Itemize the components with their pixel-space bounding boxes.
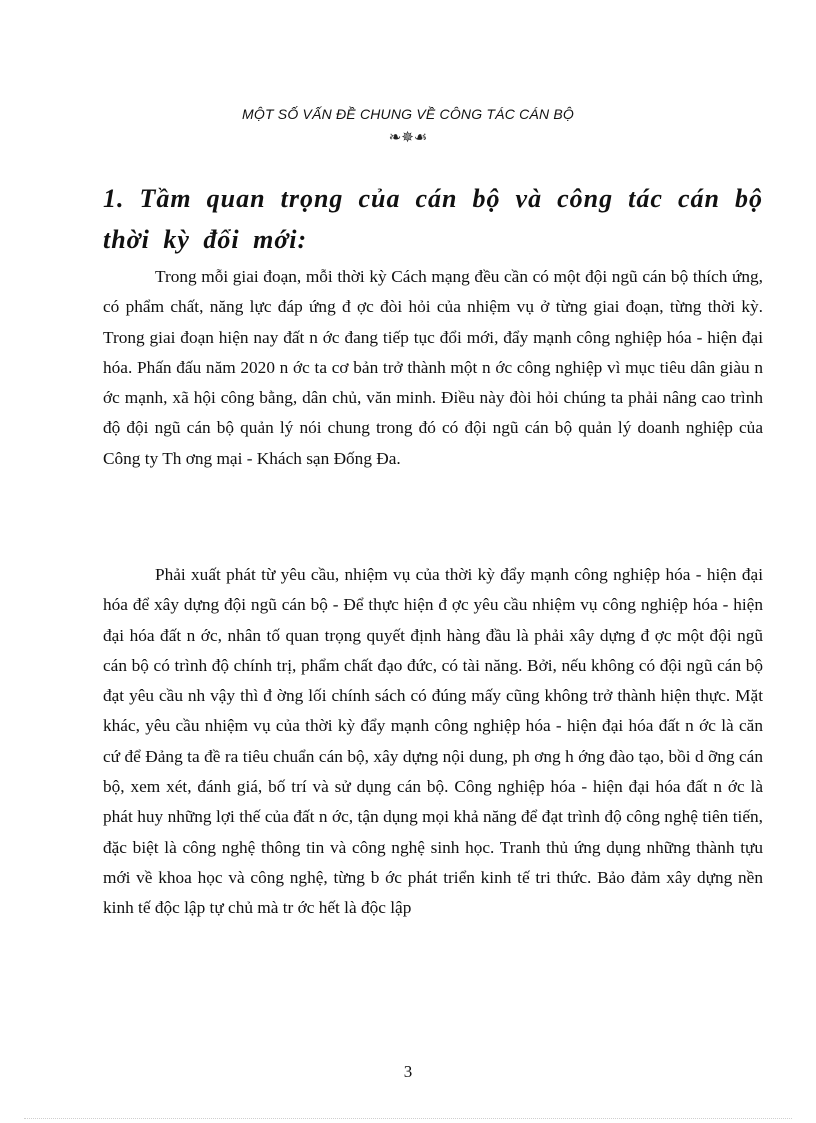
body-paragraph-1 (103, 262, 763, 474)
body-paragraph-2 (103, 560, 763, 924)
footer-divider (24, 1118, 792, 1119)
chapter-title: MỘT SỐ VẤN ĐỀ CHUNG VỀ CÔNG TÁC CÁN BỘ (242, 106, 574, 122)
paragraph-text: Phải xuất phát từ yêu cầu, nhiệm vụ của thời kỳ đẩy mạnh công nghiệp hóa - hiện đại hóa để xây dựng đội ngũ cán bộ - Để thực hiện đ ợc yêu cầu nhiệm vụ công nghiệp hóa - hiện đại hóa đất n ớc, nhân tố quan trọng quyết định hàng đầu là phải xây dựng đ ợc một đội ngũ cán bộ có trình độ chính trị, phẩm chất đạo đức, có tài năng. Bởi, nếu không có đội ngũ cán bộ đạt yêu cầu nh vậy thì đ ờng lối chính sách có đúng mấy cũng không trở thành hiện thực. Mặt khác, yêu cầu nhiệm vụ của thời kỳ đẩy mạnh công nghiệp hóa - hiện đại hóa đất n ớc là căn cứ để Đảng ta đề ra tiêu chuẩn cán bộ, xây dựng nội dung, ph ơng h ớng đào tạo, bồi d ỡng cán bộ, xem xét, đánh giá, bố trí và sử dụng cán bộ. Công nghiệp hóa - hiện đại hóa đất n ớc là phát huy những lợi thế của đất n ớc, tận dụng mọi khả năng để đạt trình độ công nghệ tiên tiến, đặc biệt là công nghệ thông tin và công nghệ sinh học. Tranh thủ ứng dụng những thành tựu mới về khoa học và công nghệ, từng b ớc phát triển kinh tế tri thức. Bảo đảm xây dựng nền kinh tế độc lập tự chủ mà tr ớc hết là độc lập (103, 565, 763, 918)
page-number: 3 (403, 1062, 413, 1081)
section-heading: 1. Tầm quan trọng của cán bộ và công tác cán bộ thời kỳ đổi mới: (103, 184, 763, 254)
paragraph-text: Trong mỗi giai đoạn, mỗi thời kỳ Cách mạng đều cần có một đội ngũ cán bộ thích ứng, có phẩm chất, năng lực đáp ứng đ ợc đòi hỏi của nhiệm vụ ở từng giai đoạn, từng thời kỳ. Trong giai đoạn hiện nay đất n ớc đang tiếp tục đổi mới, đẩy mạnh công nghiệp hóa - hiện đại hóa. Phấn đấu năm 2020 n ớc ta cơ bản trở thành một n ớc công nghiệp vì mục tiêu dân giàu n ớc mạnh, xã hội công bằng, dân chủ, văn minh. Điều này đòi hỏi chúng ta phải nâng cao trình độ đội ngũ cán bộ quản lý nói chung trong đó có đội ngũ cán bộ quản lý doanh nghiệp của Công ty Th ơng mại - Khách sạn Đống Đa. (103, 267, 763, 468)
ornament-divider-icon: ❧✵☙ (388, 128, 428, 146)
